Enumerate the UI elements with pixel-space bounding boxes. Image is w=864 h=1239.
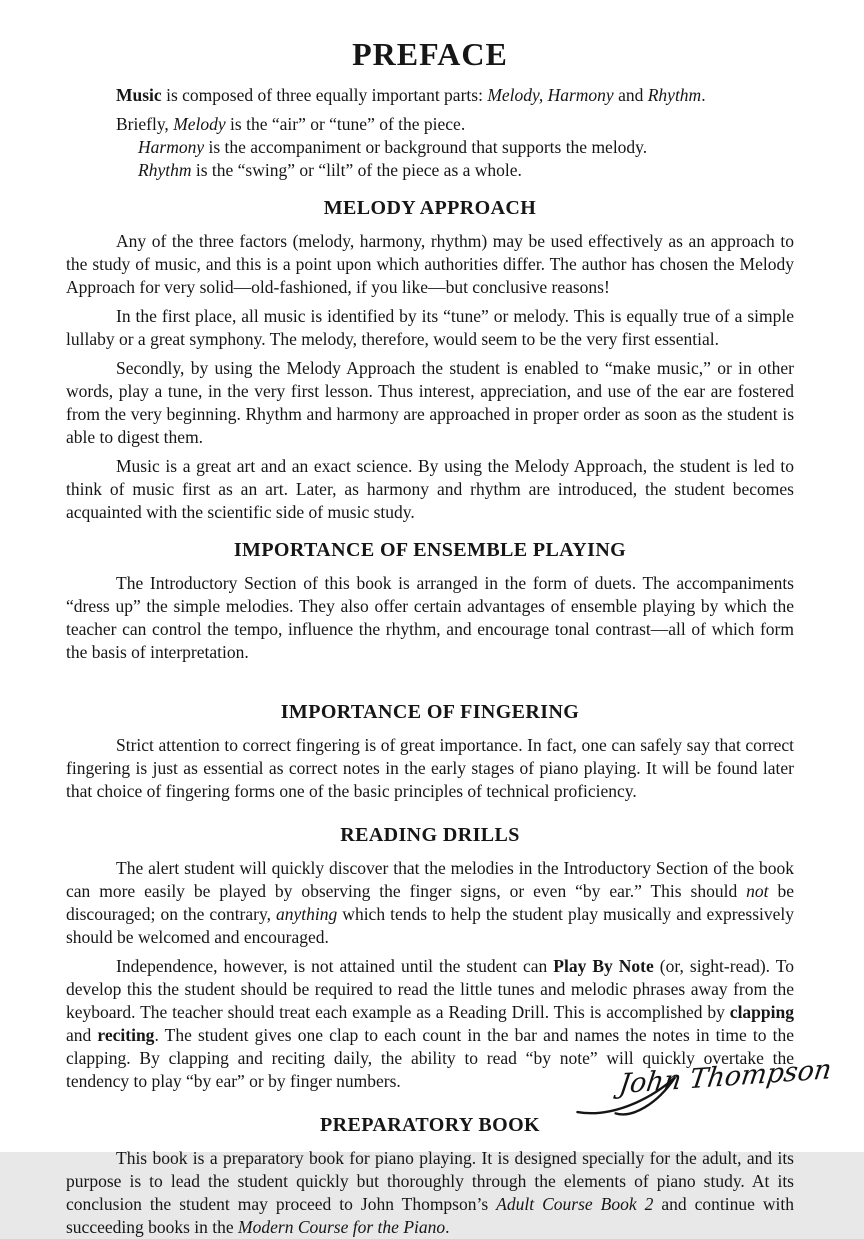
author-signature (567, 1036, 834, 1140)
paragraph: In the first place, all music is identified by its “tune” or melody. This is equally true of a simple lullaby or a great symphony. The melody, therefore, would seem to be the very first essential. (66, 306, 794, 349)
paragraph: This book is a preparatory book for piano playing. It is designed specially for the adult, and its purpose is to lead the student quickly but thoroughly through the elements of piano study. At its conclusion the student may proceed to John Thompson’s Adult Course Book 2 and continue with succeeding books in the Modern Course for the Piano. (66, 1148, 795, 1237)
section-heading-reading-drills: READING DRILLS (340, 824, 520, 846)
section-melody-approach (66, 196, 794, 524)
signature-text: John Thompson (617, 1054, 834, 1101)
paragraph: Independence, however, is not attained until the student can Play By Note (or, sight-read). To develop this the student should be required to read the little tunes and melodic phrases away from the keyboard. The teacher should treat each example as a Reading Drill. This is accomplished by clapping and reciting. The student gives one clap to each count in the bar and names the notes in time to the clapping. By clapping and reciting daily, the ability to read “by note” will quickly overtake the tendency to play “by ear” or by finger numbers. (66, 956, 794, 1091)
paragraph: The alert student will quickly discover that the melodies in the Introductory Section of the book can more easily be played by observing the finger signs, or even “by ear.” This should not be discouraged; on the contrary, anything which tends to help the student play musically and expressively should be welcomed and encouraged. (66, 858, 794, 947)
definition-rhythm: Rhythm is the “swing” or “lilt” of the piece as a whole. (138, 160, 522, 180)
definitions-block (66, 113, 794, 182)
paragraph: Any of the three factors (melody, harmony, rhythm) may be used effectively as an approach to the study of music, and this is a point upon which authorities differ. The author has chosen the Melody Approach for very solid—old-fashioned, if you like—but conclusive reasons! (66, 231, 794, 297)
section-heading-preparatory-book: PREPARATORY BOOK (320, 1114, 540, 1136)
intro-paragraph: Music is composed of three equally important parts: Melody, Harmony and Rhythm. (116, 85, 706, 105)
definition-melody: Briefly, Melody is the “air” or “tune” of the piece. (116, 114, 466, 134)
paragraph: Secondly, by using the Melody Approach the student is enabled to “make music,” or in other words, play a tune, in the very first lesson. Thus interest, appreciation, and use of the ear are fostered from the very beginning. Rhythm and harmony are approached in proper order as soon as the student is able to digest them. (66, 358, 794, 447)
definition-harmony: Harmony is the accompaniment or background that supports the melody. (138, 137, 648, 157)
signature-image (567, 1036, 834, 1135)
section-heading-fingering: IMPORTANCE OF FINGERING (280, 701, 580, 723)
section-heading-melody-approach: MELODY APPROACH (323, 197, 537, 219)
paragraph: Strict attention to correct fingering is of great importance. In fact, one can safely say that correct fingering is just as essential as correct notes in the early stages of piano playing. It will be found later that choice of fingering forms one of the basic principles of technical proficiency. (66, 735, 794, 801)
section-preparatory-book (66, 1113, 794, 1239)
section-fingering (66, 700, 794, 803)
section-ensemble-playing (66, 538, 794, 664)
paragraph: The Introductory Section of this book is arranged in the form of duets. The accompaniments “dress up” the simple melodies. They also offer certain advantages of ensemble playing by which the teacher can control the tempo, influence the rhythm, and encourage tonal contrast—all of which form the basis of interpretation. (66, 573, 794, 662)
page-title: PREFACE (352, 36, 508, 72)
section-heading-ensemble-playing: IMPORTANCE OF ENSEMBLE PLAYING (233, 539, 627, 561)
paragraph: Music is a great art and an exact science. By using the Melody Approach, the student is led to think of music first as an art. Later, as harmony and rhythm are introduced, the student becomes acquainted with the scientific side of music study. (66, 456, 794, 522)
